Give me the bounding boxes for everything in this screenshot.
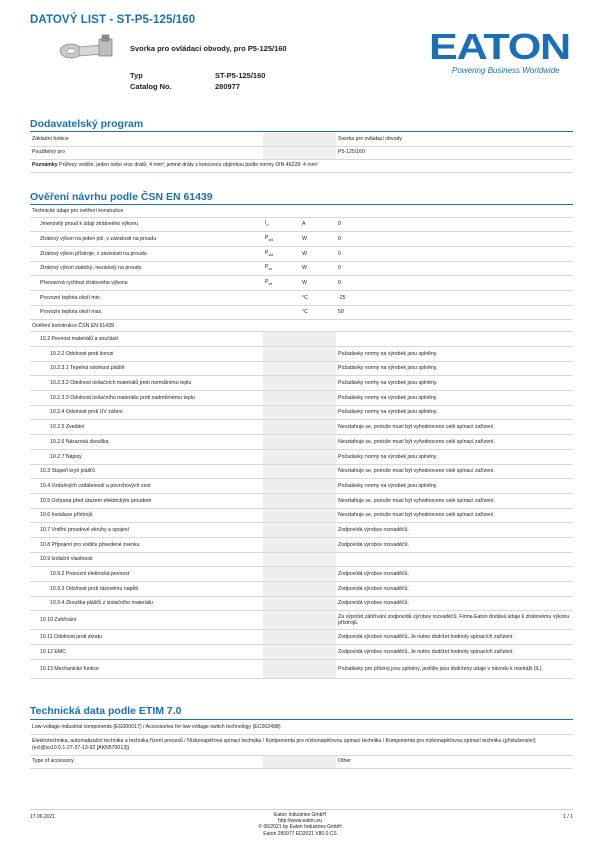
row-value: Nevztahuje se, protože musí být vyhodnoceno celé spínací zařízení. [336,420,573,435]
row-value: Zodpovídá výrobce rozvaděčů. [336,582,573,597]
table-row [30,305,573,320]
symbol-subscript: vs [268,267,273,272]
row-label: 10.2.3.2 Odolnost izolačních materiálů proti normálnímu teplu [30,376,263,391]
table-row [30,755,573,768]
unit-cell: °C [300,290,336,305]
footer-doc-id: Eaton 280977 ED2021 V80.0 CS [263,830,337,837]
table-row [30,217,573,232]
catalog-value: 280977 [215,82,241,91]
row-value: -25 [336,290,573,305]
symbol-cell [263,246,300,261]
row-value: 0 [336,261,573,276]
row-value: 0 [336,232,573,247]
table-row [30,552,573,567]
symbol: P [265,278,269,285]
symbol-cell [263,276,300,291]
eaton-logo [428,30,571,62]
row-label: 10.2.7 Nápisy [30,449,263,464]
footer-date: 17.06.2021 [30,814,56,820]
symbol-subscript: vid [268,237,274,242]
table-row [30,420,573,435]
row-label: 10.10 Zahřívání [30,611,263,630]
note-cell [30,159,573,172]
unit-cell: W [300,246,336,261]
footer-info [220,812,380,837]
footer-url[interactable]: http://www.eaton.eu [278,818,322,825]
row-value: Zodpovídá výrobce rozvaděčů. [336,567,573,582]
table-row [30,659,573,678]
table-row [30,332,573,347]
row-label: 10.2.2 Odolnost proti korozi [30,347,263,362]
unit-cell: W [300,232,336,247]
row-label: 10.9.3 Odolnost proti rázovému napětí [30,582,263,597]
row-label: 10.2.4 Odolnost proti UV záření [30,405,263,420]
symbol-cell [263,217,300,232]
table-row [30,376,573,391]
etim-line1: Low-voltage industrial components (EG000017) / Accessories for low-voltage switch technology (EC002498) [30,720,573,734]
table-row [30,290,573,305]
unit-cell: °C [300,305,336,320]
row-label: 10.2.6 Nárazová zkouška [30,435,263,450]
table-row [30,720,573,734]
row-value: Požadavky normy na výrobek jsou splněny. [336,449,573,464]
table-row [30,232,573,247]
table-row [30,493,573,508]
row-value: Zodpovídá výrobce rozvaděčů. Je nutno dodržet hodnoty spínacích zařízení. [336,630,573,645]
table-row [30,361,573,376]
footer-company: Eaton Industries GmbH [274,812,326,818]
table-row [30,479,573,494]
row-value: Požadavky normy na výrobek jsou splněny. [336,347,573,362]
section-title-etim: Technická data podle ETIM 7.0 [30,705,182,717]
unit-cell: W [300,276,336,291]
symbol: P [265,264,269,271]
row-label: 10.3 Stupeň krytí plášťů [30,464,263,479]
symbol: P [265,234,269,241]
table-row [30,205,573,217]
table-row [30,645,573,660]
table-row [30,133,573,146]
footer-divider [30,809,573,810]
row-label: 10.2.5 Zvedání [30,420,263,435]
row-value: Zodpovídá výrobce rozvaděčů. [336,523,573,538]
row-label: Ztrátový výkon na jeden pól, v závislosti na proudu [30,232,263,247]
row-value: Zodpovídá výrobce rozvaděčů. [336,537,573,552]
table-row [30,276,573,291]
row-label: Použitelný pro [30,146,263,159]
section-heading: Technické údaje pro ověření konstrukce [30,205,573,217]
row-label: 10.4 Vzdušných vzdáleností a povrchových cest [30,479,263,494]
symbol-subscript: vid [268,252,274,257]
row-value: Požadavky pro přístroj jsou splněny, jestliže jsou dodrženy údaje v návodu k montáži (IL). [336,659,573,678]
row-label: Ztrátový výkon přístroje, v závislosti na proudu [30,246,263,261]
symbol-cell [263,305,300,320]
unit-cell: W [300,261,336,276]
row-label: 10.9.4 Zkouška plášťů z izolačního materiálu [30,596,263,611]
row-value: 0 [336,276,573,291]
symbol-cell [263,290,300,305]
row-value: Požadavky normy na výrobek jsou splněny. [336,361,573,376]
row-label: Type of accessory [30,755,263,768]
section-title-verification: Ověření návrhu podle ČSN EN 61439 [30,191,213,203]
table-row [30,391,573,406]
row-label: 10.11 Odolnost proti zkratu [30,630,263,645]
row-label: 10.2 Pevnost materiálů a součástí [30,332,263,347]
table-row [30,611,573,630]
terminal-product-image [57,34,123,62]
table-row [30,449,573,464]
row-value: Požadavky normy na výrobek jsou splněny. [336,405,573,420]
row-value: Nevztahuje se, protože musí být vyhodnoceno celé spínací zařízení. [336,464,573,479]
table-row [30,596,573,611]
verification-table [30,205,573,679]
page-number: 1 / 1 [563,814,573,820]
symbol: I [265,220,267,227]
product-description: Svorka pro ovládací obvody, pro P5-125/160 [130,44,287,53]
row-label: 10.5 Ochrana před úrazem elektrickým proudem [30,493,263,508]
row-label: 10.9.2 Provozní elektrická pevnost [30,567,263,582]
note-label: Poznámky [32,162,58,169]
supplier-table [30,133,573,173]
etim-table [30,720,573,769]
table-row [30,537,573,552]
row-label: Provozní teplota okolí min. [30,290,263,305]
type-label: Typ [130,71,143,80]
table-row [30,246,573,261]
symbol-subscript: ve [268,281,273,286]
symbol-cell [263,261,300,276]
footer-copyright: © 06/2021 by Eaton Industries GmbH [258,824,342,831]
table-row [30,567,573,582]
row-value: Zodpovídá výrobce rozvaděčů. Je nutno dodržet hodnoty spínacích zařízení. [336,645,573,660]
row-label: 10.2.3.1 Tepelná odolnost pláště [30,361,263,376]
row-label: Ztrátový výkon statický, nezávislý na proudu [30,261,263,276]
symbol-subscript: n [266,223,269,228]
table-row [30,159,573,172]
table-row [30,630,573,645]
row-label: Základní funkce [30,133,263,146]
symbol-cell [263,232,300,247]
row-label: Provozní teplota okolí max. [30,305,263,320]
row-value: Nevztahuje se, protože musí být vyhodnoceno celé spínací zařízení. [336,435,573,450]
row-label: 10.2.3.3 Odolnost izolačního materiálu proti nadměrnému teplu [30,391,263,406]
row-value: Nevztahuje se, protože musí být vyhodnoceno celé spínací zařízení. [336,493,573,508]
table-row [30,435,573,450]
row-value: Požadavky normy na výrobek jsou splněny. [336,391,573,406]
section-heading: Ověření konstrukce ČSN EN 61439 [30,320,573,332]
table-row [30,146,573,159]
row-label: Jmenovitý proud k údaji ztrátového výkonu [30,217,263,232]
row-value: Zodpovídá výrobce rozvaděčů. [336,596,573,611]
row-label: 10.9 Izolační vlastnosti [30,552,263,567]
row-label: Přenosová rychlost ztrátového výkonu [30,276,263,291]
table-row [30,405,573,420]
row-value [336,332,573,347]
table-row [30,464,573,479]
row-value: 50 [336,305,573,320]
type-value: ST-P5-125/160 [215,71,266,80]
section-title-supplier: Dodavatelský program [30,118,144,130]
row-label: 10.12 EMC [30,645,263,660]
row-label: 10.13 Mechanické funkce [30,659,263,678]
row-label: 10.6 Instalace přístrojů [30,508,263,523]
table-row [30,347,573,362]
row-label: 10.8 Připojení pro vodiče přivedené zvenku [30,537,263,552]
note-text: Průřezy vodiče: jeden nebo více drátů: 4 mm²; jemné dráty s koncovou objímkou podle normy DIN 46228: 4 mm² [59,162,318,169]
row-value: Other [336,755,573,768]
row-value: Nevztahuje se, protože musí být vyhodnoceno celé spínací zařízení. [336,508,573,523]
row-value: Požadavky normy na výrobek jsou splněny. [336,479,573,494]
row-value: 0 [336,217,573,232]
table-row [30,582,573,597]
table-row [30,734,573,755]
table-row [30,508,573,523]
row-value: Svorka pro ovládací obvody [336,133,573,146]
symbol: P [265,249,269,256]
unit-cell: A [300,217,336,232]
row-value: Požadavky normy na výrobek jsou splněny. [336,376,573,391]
etim-line2: Elektrotechnika, automatizační technika a technika řízení procesů / Nízkonapěťová spínací technika / Komponenta pro nízkonapěťovou spínací techniku / Komponenta pro nízkonapěťovou spínací techniku (příslušenství) (ecl@ss10.0.1-27-37-13-92 [AKN570013]) [30,734,573,755]
table-row [30,261,573,276]
row-value: Za výpočet zahřívání zodpovídá výrobce rozvaděčů. Firma Eaton dodává údaje k ztrátovému výkonu přístrojů. [336,611,573,630]
row-value: P5-125/160 [336,146,573,159]
eaton-logo-text: EATON [429,30,570,62]
row-value [336,552,573,567]
table-row [30,320,573,332]
section-divider [30,131,573,132]
datasheet-title: DATOVÝ LIST - ST-P5-125/160 [30,14,196,26]
row-value: 0 [336,246,573,261]
catalog-label: Catalog No. [130,82,172,91]
row-label: 10.7 Vnitřní proudové okruhy a spojení [30,523,263,538]
table-row [30,523,573,538]
tagline: Powering Business Worldwide [452,66,560,75]
